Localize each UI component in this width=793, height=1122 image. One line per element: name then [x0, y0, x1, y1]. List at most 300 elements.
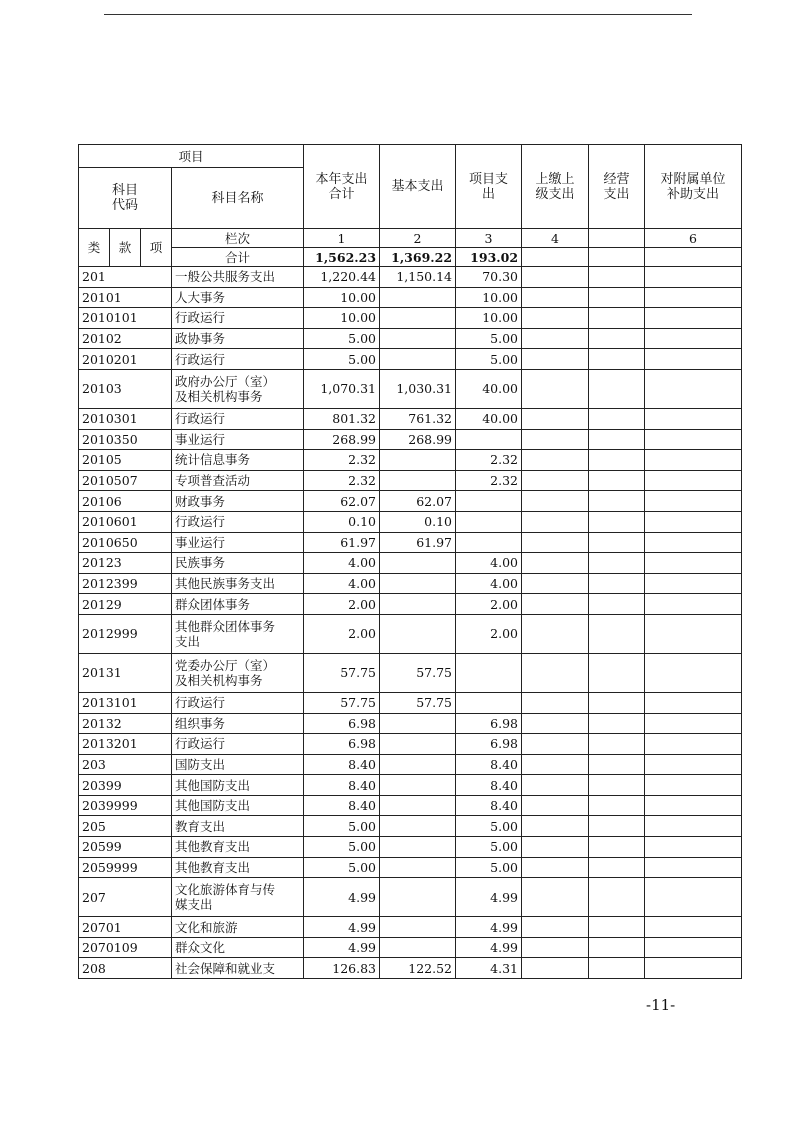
table-row [79, 958, 742, 979]
row-total: 5.00 [304, 837, 380, 858]
row-business [589, 795, 645, 816]
row-name: 组织事务 [172, 713, 304, 734]
row-name: 国防支出 [172, 754, 304, 775]
row-name: 社会保障和就业支 [172, 958, 304, 979]
row-upper [522, 408, 589, 429]
table-row [79, 408, 742, 429]
row-basic [380, 795, 456, 816]
row-name: 其他国防支出 [172, 775, 304, 796]
row-subsidy [645, 308, 742, 329]
row-basic [380, 734, 456, 755]
row-business [589, 429, 645, 450]
row-project: 5.00 [456, 349, 522, 370]
row-basic [380, 287, 456, 308]
row-upper [522, 287, 589, 308]
row-project: 8.40 [456, 795, 522, 816]
total-row-label: 合计 [172, 248, 304, 267]
row-code: 20701 [79, 917, 172, 938]
row-code: 2070109 [79, 937, 172, 958]
row-business [589, 308, 645, 329]
row-project: 70.30 [456, 267, 522, 288]
row-basic [380, 878, 456, 917]
row-basic [380, 553, 456, 574]
col-project-header: 项目支 出 [456, 145, 522, 229]
col-upper-header: 上缴上 级支出 [522, 145, 589, 229]
row-name: 事业运行 [172, 429, 304, 450]
row-upper [522, 775, 589, 796]
row-total: 5.00 [304, 349, 380, 370]
row-business [589, 958, 645, 979]
row-project: 5.00 [456, 857, 522, 878]
row-project: 2.00 [456, 594, 522, 615]
row-upper [522, 594, 589, 615]
row-total: 801.32 [304, 408, 380, 429]
table-row [79, 775, 742, 796]
row-name: 行政运行 [172, 308, 304, 329]
col-total-header: 本年支出 合计 [304, 145, 380, 229]
row-business [589, 754, 645, 775]
row-name: 群众文化 [172, 937, 304, 958]
row-code: 2012399 [79, 573, 172, 594]
row-total: 126.83 [304, 958, 380, 979]
row-subsidy [645, 816, 742, 837]
row-subsidy [645, 713, 742, 734]
row-code: 208 [79, 958, 172, 979]
row-code: 2010101 [79, 308, 172, 329]
row-upper [522, 328, 589, 349]
row-code: 20132 [79, 713, 172, 734]
table-row [79, 594, 742, 615]
table-row [79, 937, 742, 958]
row-basic [380, 308, 456, 329]
row-subsidy [645, 429, 742, 450]
row-subsidy [645, 408, 742, 429]
table-row [79, 795, 742, 816]
row-basic [380, 573, 456, 594]
row-basic: 57.75 [380, 692, 456, 713]
row-total: 4.00 [304, 573, 380, 594]
row-project: 4.31 [456, 958, 522, 979]
row-code: 20399 [79, 775, 172, 796]
row-code: 20103 [79, 369, 172, 408]
table-row [79, 917, 742, 938]
table-row [79, 511, 742, 532]
row-subsidy [645, 775, 742, 796]
row-subsidy [645, 958, 742, 979]
row-business [589, 287, 645, 308]
row-code: 2012999 [79, 614, 172, 653]
row-name: 统计信息事务 [172, 450, 304, 471]
row-upper [522, 692, 589, 713]
row-total: 8.40 [304, 775, 380, 796]
row-basic [380, 917, 456, 938]
table-row [79, 692, 742, 713]
row-total: 4.99 [304, 937, 380, 958]
row-business [589, 653, 645, 692]
row-upper [522, 754, 589, 775]
table-row [79, 369, 742, 408]
row-upper [522, 491, 589, 512]
row-total: 2.00 [304, 614, 380, 653]
table-row [79, 532, 742, 553]
row-total: 57.75 [304, 692, 380, 713]
row-code: 2010507 [79, 470, 172, 491]
col-number-3: 3 [456, 229, 522, 248]
row-code: 2039999 [79, 795, 172, 816]
row-basic [380, 857, 456, 878]
top-rule [104, 14, 692, 15]
row-total: 61.97 [304, 532, 380, 553]
row-subsidy [645, 369, 742, 408]
row-project: 4.00 [456, 553, 522, 574]
row-name: 民族事务 [172, 553, 304, 574]
row-name: 政府办公厅（室） 及相关机构事务 [172, 369, 304, 408]
table-row [79, 470, 742, 491]
col-business-header: 经营 支出 [589, 145, 645, 229]
row-name: 人大事务 [172, 287, 304, 308]
row-total: 6.98 [304, 734, 380, 755]
table-row [79, 713, 742, 734]
row-basic: 57.75 [380, 653, 456, 692]
row-total: 2.00 [304, 594, 380, 615]
row-subsidy [645, 328, 742, 349]
row-total: 57.75 [304, 653, 380, 692]
table-body [79, 267, 742, 979]
row-project: 6.98 [456, 734, 522, 755]
row-project [456, 511, 522, 532]
project-label: 项目 [79, 145, 304, 168]
row-business [589, 878, 645, 917]
row-basic: 761.32 [380, 408, 456, 429]
row-code: 2010201 [79, 349, 172, 370]
row-project: 4.99 [456, 878, 522, 917]
row-total: 5.00 [304, 816, 380, 837]
row-subsidy [645, 857, 742, 878]
row-project: 10.00 [456, 287, 522, 308]
row-basic: 61.97 [380, 532, 456, 553]
row-total: 62.07 [304, 491, 380, 512]
row-upper [522, 837, 589, 858]
row-subsidy [645, 754, 742, 775]
row-basic: 1,150.14 [380, 267, 456, 288]
row-code: 20102 [79, 328, 172, 349]
row-business [589, 594, 645, 615]
row-basic: 268.99 [380, 429, 456, 450]
row-business [589, 816, 645, 837]
row-total: 4.99 [304, 917, 380, 938]
row-subsidy [645, 594, 742, 615]
row-business [589, 470, 645, 491]
row-name: 党委办公厅（室） 及相关机构事务 [172, 653, 304, 692]
table-row [79, 857, 742, 878]
row-total: 8.40 [304, 795, 380, 816]
row-name: 其他群众团体事务 支出 [172, 614, 304, 653]
row-code: 2010650 [79, 532, 172, 553]
row-basic [380, 594, 456, 615]
row-total: 10.00 [304, 308, 380, 329]
row-upper [522, 450, 589, 471]
row-business [589, 775, 645, 796]
row-upper [522, 816, 589, 837]
row-business [589, 692, 645, 713]
row-code: 2010601 [79, 511, 172, 532]
row-total: 1,220.44 [304, 267, 380, 288]
row-basic [380, 837, 456, 858]
row-subsidy [645, 470, 742, 491]
row-upper [522, 917, 589, 938]
row-upper [522, 470, 589, 491]
row-basic: 122.52 [380, 958, 456, 979]
row-total: 5.00 [304, 328, 380, 349]
row-name: 其他民族事务支出 [172, 573, 304, 594]
subject-name-header: 科目名称 [172, 168, 304, 229]
row-subsidy [645, 573, 742, 594]
row-project: 4.00 [456, 573, 522, 594]
row-business [589, 511, 645, 532]
row-total: 6.98 [304, 713, 380, 734]
row-project: 10.00 [456, 308, 522, 329]
row-name: 教育支出 [172, 816, 304, 837]
row-business [589, 491, 645, 512]
row-subsidy [645, 491, 742, 512]
xiang-header: 项 [141, 229, 172, 267]
row-name: 财政事务 [172, 491, 304, 512]
row-upper [522, 713, 589, 734]
row-upper [522, 369, 589, 408]
row-basic: 1,030.31 [380, 369, 456, 408]
row-project [456, 429, 522, 450]
row-name: 其他教育支出 [172, 837, 304, 858]
col-basic-header: 基本支出 [380, 145, 456, 229]
row-code: 20106 [79, 491, 172, 512]
kuan-header: 款 [110, 229, 141, 267]
row-subsidy [645, 450, 742, 471]
row-total: 10.00 [304, 287, 380, 308]
row-business [589, 614, 645, 653]
row-subsidy [645, 511, 742, 532]
row-business [589, 267, 645, 288]
row-total: 5.00 [304, 857, 380, 878]
row-code: 2010350 [79, 429, 172, 450]
row-subsidy [645, 734, 742, 755]
row-basic [380, 754, 456, 775]
row-upper [522, 553, 589, 574]
row-project: 2.00 [456, 614, 522, 653]
row-business [589, 713, 645, 734]
row-name: 群众团体事务 [172, 594, 304, 615]
row-subsidy [645, 692, 742, 713]
lei-header: 类 [79, 229, 110, 267]
row-name: 行政运行 [172, 408, 304, 429]
row-project [456, 653, 522, 692]
row-project: 6.98 [456, 713, 522, 734]
row-upper [522, 795, 589, 816]
row-subsidy [645, 837, 742, 858]
row-upper [522, 958, 589, 979]
table-row [79, 837, 742, 858]
row-project [456, 491, 522, 512]
row-upper [522, 878, 589, 917]
row-basic [380, 470, 456, 491]
table-row [79, 553, 742, 574]
row-basic [380, 937, 456, 958]
col-subsidy-header: 对附属单位 补助支出 [645, 145, 742, 229]
row-total: 1,070.31 [304, 369, 380, 408]
row-subsidy [645, 795, 742, 816]
row-code: 205 [79, 816, 172, 837]
row-subsidy [645, 917, 742, 938]
row-project: 5.00 [456, 816, 522, 837]
table-row [79, 653, 742, 692]
row-subsidy [645, 878, 742, 917]
row-project: 2.32 [456, 470, 522, 491]
col-number-1: 1 [304, 229, 380, 248]
row-project: 2.32 [456, 450, 522, 471]
row-name: 专项普查活动 [172, 470, 304, 491]
row-project: 4.99 [456, 937, 522, 958]
row-subsidy [645, 653, 742, 692]
row-upper [522, 308, 589, 329]
row-project [456, 692, 522, 713]
row-upper [522, 349, 589, 370]
row-business [589, 857, 645, 878]
row-total: 4.00 [304, 553, 380, 574]
row-project: 5.00 [456, 328, 522, 349]
row-name: 其他国防支出 [172, 795, 304, 816]
row-name: 行政运行 [172, 692, 304, 713]
row-upper [522, 653, 589, 692]
row-subsidy [645, 614, 742, 653]
row-business [589, 369, 645, 408]
table-row [79, 328, 742, 349]
row-upper [522, 734, 589, 755]
col-number-4: 4 [522, 229, 589, 248]
page-number: -11- [646, 996, 676, 1014]
row-name: 政协事务 [172, 328, 304, 349]
row-name: 事业运行 [172, 532, 304, 553]
row-basic: 62.07 [380, 491, 456, 512]
row-business [589, 837, 645, 858]
total-row-upper [522, 248, 589, 267]
lanci-label: 栏次 [172, 229, 304, 248]
row-upper [522, 511, 589, 532]
row-upper [522, 267, 589, 288]
table-row [79, 754, 742, 775]
row-code: 20101 [79, 287, 172, 308]
table-row [79, 573, 742, 594]
row-business [589, 937, 645, 958]
row-code: 203 [79, 754, 172, 775]
row-name: 一般公共服务支出 [172, 267, 304, 288]
table-row [79, 614, 742, 653]
row-subsidy [645, 267, 742, 288]
row-basic [380, 328, 456, 349]
row-business [589, 532, 645, 553]
row-project: 8.40 [456, 775, 522, 796]
row-upper [522, 937, 589, 958]
row-code: 20123 [79, 553, 172, 574]
row-project: 4.99 [456, 917, 522, 938]
row-basic: 0.10 [380, 511, 456, 532]
row-basic [380, 450, 456, 471]
row-code: 2013201 [79, 734, 172, 755]
row-basic [380, 349, 456, 370]
table-row [79, 734, 742, 755]
row-code: 207 [79, 878, 172, 917]
row-basic [380, 816, 456, 837]
row-upper [522, 857, 589, 878]
row-upper [522, 429, 589, 450]
row-total: 268.99 [304, 429, 380, 450]
row-name: 文化和旅游 [172, 917, 304, 938]
row-total: 2.32 [304, 450, 380, 471]
col-number-5 [589, 229, 645, 248]
row-code: 2013101 [79, 692, 172, 713]
row-business [589, 450, 645, 471]
row-name: 文化旅游体育与传 媒支出 [172, 878, 304, 917]
row-name: 其他教育支出 [172, 857, 304, 878]
row-business [589, 328, 645, 349]
row-business [589, 917, 645, 938]
row-business [589, 553, 645, 574]
row-business [589, 349, 645, 370]
row-code: 201 [79, 267, 172, 288]
total-row-subsidy [645, 248, 742, 267]
col-number-2: 2 [380, 229, 456, 248]
row-project: 5.00 [456, 837, 522, 858]
row-total: 8.40 [304, 754, 380, 775]
total-row-basic: 1,369.22 [380, 248, 456, 267]
subject-code-header: 科目 代码 [79, 168, 172, 229]
row-project: 40.00 [456, 369, 522, 408]
row-code: 20129 [79, 594, 172, 615]
row-subsidy [645, 937, 742, 958]
row-project: 8.40 [456, 754, 522, 775]
expenditure-table [78, 144, 742, 979]
row-upper [522, 532, 589, 553]
row-total: 0.10 [304, 511, 380, 532]
row-name: 行政运行 [172, 349, 304, 370]
row-code: 2010301 [79, 408, 172, 429]
table-row [79, 267, 742, 288]
row-total: 2.32 [304, 470, 380, 491]
table-row [79, 429, 742, 450]
row-basic [380, 775, 456, 796]
row-project [456, 532, 522, 553]
row-business [589, 573, 645, 594]
row-basic [380, 713, 456, 734]
table-row [79, 450, 742, 471]
total-row-project: 193.02 [456, 248, 522, 267]
row-subsidy [645, 287, 742, 308]
row-code: 2059999 [79, 857, 172, 878]
row-total: 4.99 [304, 878, 380, 917]
row-upper [522, 573, 589, 594]
table-row [79, 349, 742, 370]
row-basic [380, 614, 456, 653]
row-name: 行政运行 [172, 734, 304, 755]
row-code: 20105 [79, 450, 172, 471]
table-row [79, 878, 742, 917]
total-row-total: 1,562.23 [304, 248, 380, 267]
row-upper [522, 614, 589, 653]
table-row [79, 491, 742, 512]
table-row [79, 287, 742, 308]
row-project: 40.00 [456, 408, 522, 429]
row-subsidy [645, 532, 742, 553]
row-business [589, 408, 645, 429]
table-row [79, 816, 742, 837]
